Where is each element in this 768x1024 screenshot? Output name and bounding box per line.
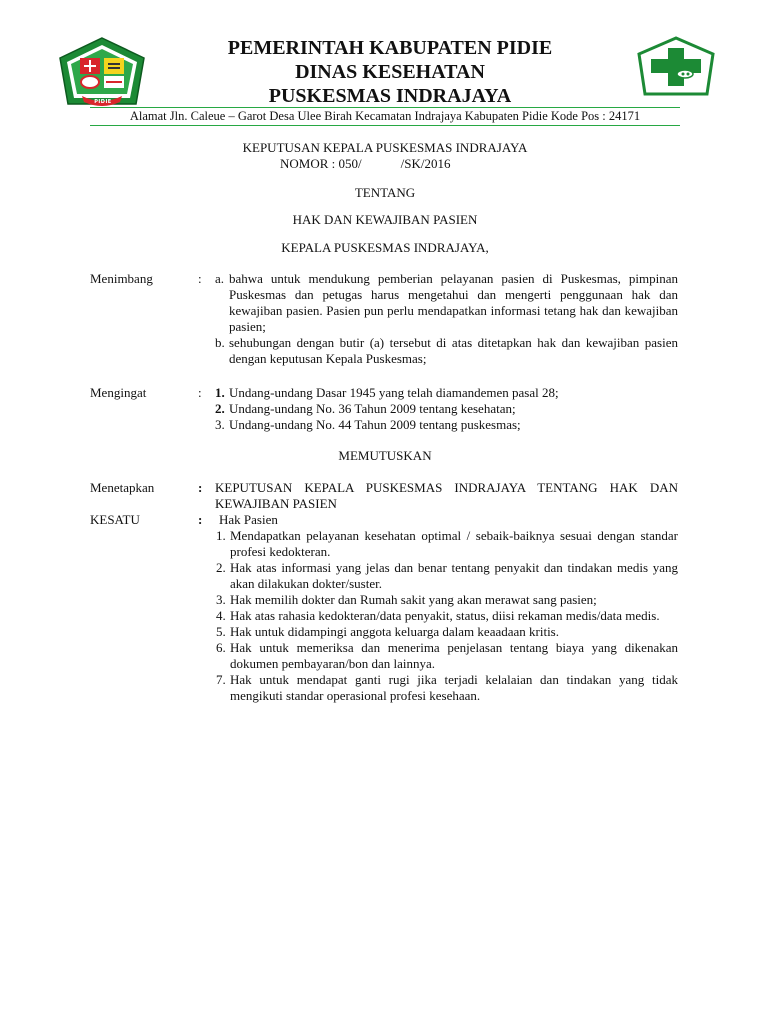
letterhead-line-1: PEMERINTAH KABUPATEN PIDIE	[227, 37, 553, 59]
emblem-banner-text: PIDIE	[94, 99, 112, 105]
menetapkan-text: KEPUTUSAN KEPALA PUSKESMAS INDRAJAYA TENTANG HAK DAN KEWAJIBAN PASIEN	[215, 480, 678, 511]
item-marker: 3.	[216, 592, 226, 607]
list-item	[216, 624, 678, 640]
list-item	[216, 672, 678, 704]
item-marker: 1.	[216, 528, 226, 543]
decree-heading: KEPUTUSAN KEPALA PUSKESMAS INDRAJAYA	[242, 140, 528, 155]
decree-subject: HAK DAN KEWAJIBAN PASIEN	[292, 212, 478, 227]
item-text: Hak untuk memeriksa dan menerima penjelasan tentang biaya yang dikenakan dokumen pembayaran/bon dan lainnya.	[230, 640, 678, 671]
item-text: Hak untuk didampingi anggota keluarga dalam keaadaan kritis.	[230, 624, 559, 639]
item-marker: 2.	[216, 560, 226, 575]
item-text: Undang-undang No. 44 Tahun 2009 tentang puskesmas;	[229, 417, 521, 432]
letterhead-line-2: DINAS KESEHATAN	[295, 61, 485, 83]
item-text: Hak atas rahasia kedokteran/data penyakit, status, diisi rekaman medis/data medis.	[230, 608, 660, 623]
decree-tentang: TENTANG	[354, 185, 416, 200]
item-text: Undang-undang No. 36 Tahun 2009 tentang kesehatan;	[229, 401, 516, 416]
item-marker: 2.	[215, 401, 225, 416]
menimbang-list	[215, 271, 678, 367]
list-item	[215, 417, 678, 433]
kesatu-colon: :	[198, 512, 203, 527]
item-marker: a.	[215, 271, 225, 286]
list-item	[215, 401, 678, 417]
list-item	[215, 335, 678, 367]
item-text: Undang-undang Dasar 1945 yang telah diamandemen pasal 28;	[229, 385, 559, 400]
list-item	[216, 592, 678, 608]
letterhead-address: Alamat Jln. Caleue – Garot Desa Ulee Birah Kecamatan Indrajaya Kabupaten Pidie Kode Pos : 24171	[129, 109, 641, 123]
list-item	[216, 640, 678, 672]
kesatu-label: KESATU	[90, 512, 140, 527]
list-item	[215, 271, 678, 335]
list-item	[216, 608, 678, 624]
item-text: sehubungan dengan butir (a) tersebut di atas ditetapkan hak dan kewajiban pasien dengan keputusan Kepala Puskesmas;	[229, 335, 678, 366]
item-marker: b.	[215, 335, 225, 350]
item-marker: 5.	[216, 624, 226, 639]
letterhead-line-3: PUSKESMAS INDRAJAYA	[268, 85, 512, 107]
menimbang-label: Menimbang	[90, 271, 153, 286]
list-item	[215, 385, 678, 401]
item-text: Hak untuk mendapat ganti rugi jika terjadi kelalaian dan tindakan yang tidak mengikuti standar operasional profesi kesehaan.	[230, 672, 678, 703]
item-text: Mendapatkan pelayanan kesehatan optimal / sebaik-baiknya sesuai dengan standar profesi kedokteran.	[230, 528, 678, 559]
mengingat-list	[215, 385, 678, 433]
kesatu-heading: Hak Pasien	[219, 512, 278, 527]
list-item	[216, 560, 678, 592]
decree-number: NOMOR : 050/ /SK/2016	[280, 156, 451, 171]
list-item	[216, 528, 678, 560]
decree-official: KEPALA PUSKESMAS INDRAJAYA,	[281, 240, 489, 255]
item-text: Hak atas informasi yang jelas dan benar tentang penyakit dan tindakan medis yang akan dilakukan dokter/suster.	[230, 560, 678, 591]
item-marker: 3.	[215, 417, 225, 432]
item-text: bahwa untuk mendukung pemberian pelayanan pasien di Puskesmas, pimpinan Puskesmas dan petugas harus mengetahui dan mengerti penggunaan hak dan kewajiban pasien. Pasien pun perlu mendapatkan informasi tetang hak dan kewajiban pasien;	[229, 271, 678, 334]
item-marker: 6.	[216, 640, 226, 655]
mengingat-label: Mengingat	[90, 385, 147, 400]
letterhead-divider-bottom	[90, 125, 680, 126]
item-marker: 7.	[216, 672, 226, 687]
menimbang-colon: :	[198, 271, 202, 286]
item-marker: 4.	[216, 608, 226, 623]
menetapkan-colon: :	[198, 480, 203, 495]
kesatu-section	[216, 512, 678, 704]
memutuskan-heading: MEMUTUSKAN	[338, 448, 432, 463]
mengingat-colon: :	[198, 385, 202, 400]
menetapkan-label: Menetapkan	[90, 480, 155, 495]
item-text: Hak memilih dokter dan Rumah sakit yang akan merawat sang pasien;	[230, 592, 597, 607]
item-marker: 1.	[215, 385, 225, 400]
puskesmas-cross-icon	[637, 36, 715, 98]
